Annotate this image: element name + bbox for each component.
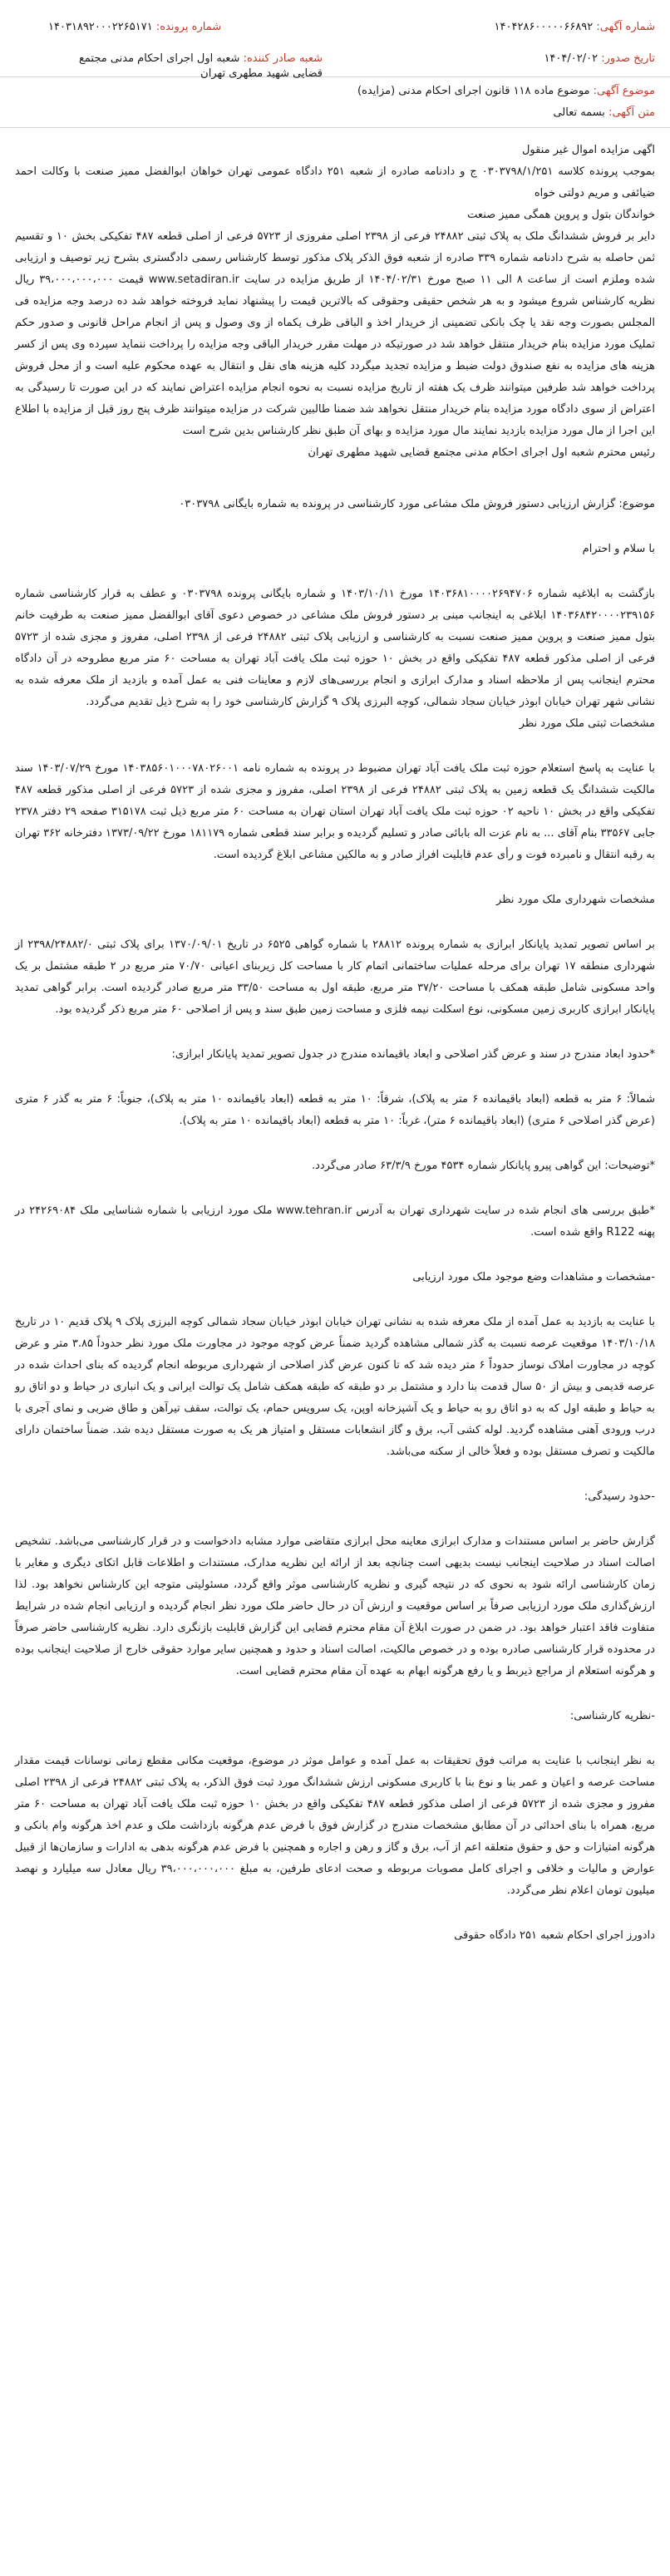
municipality-paragraph: بر اساس تصویر تمدید پایانکار ابرازی به شماره پرونده ۲۸۸۱۲ با شماره گواهی ۶۵۲۵ در تاریخ ۱۳۷۰/۰۹/۰۱ برای پلاک ثبتی ۲۳۹۸/۲۴۸۸۲/۰ از شهرداری منطقه ۱۷ تهران برای مرحله عملیات ساختمانی اتمام کار با مساحت کل زیربنای اعیانی ۷۰/۷۰ متر مربع در ۲ طبقه مشتمل بر یک واحد مسکونی شامل طبقه همکف با مساحت ۳۷/۲۰ متر مربع، طبقه اول به مساحت ۳۳/۵۰ متر مربع صادر گردیده است. برابر گواهی تمدید پایانکار ابرازی کاربری زمین مسکونی، نوع اسکلت نیمه فلزی و مساحت زمین طبق سند و پس از اصلاحی ۶۰ متر مربع ذکر گردیده بود. bbox=[15, 938, 656, 1016]
scope-section-title: -حدود رسیدگی: bbox=[584, 1490, 655, 1503]
dimensions-note: *حدود ابعاد مندرج در سند و عرض گذر اصلاحی و ابعاد باقیمانده مندرج در جدول تصویر تمدید پایانکار ابرازی: bbox=[171, 1048, 655, 1061]
issuer-value: شعبه اول اجرای احکام مدنی مجتمع قضایی شهید مطهری تهران bbox=[78, 52, 323, 80]
ad-body bbox=[15, 128, 655, 1947]
issuer-row bbox=[48, 52, 323, 81]
addressee-paragraph: رئیس محترم شعبه اول اجرای احکام مدنی مجتمع قضایی شهید مطهری تهران bbox=[308, 446, 655, 459]
auction-title: اگهی مزایده اموال غیر منقول bbox=[521, 144, 655, 156]
ad-number-row bbox=[495, 20, 655, 35]
observations-paragraph: با عنایت به بازدید به عمل آمده از ملک معرفه شده به نشانی تهران خیابان ابوذر خیابان سجاد شمالی کوچه البرزی پلاک ۹ پلاک قدیم ۱۰ در تاریخ ۱۴۰۳/۱۰/۱۸ موقعیت عرصه نسبت به گذر شمالی مشاهده گردید ضمناً عرض کوچه موجود در مجاورت ملک مورد نظر حدوداً ۳.۸۵ متر و عرض کوچه در مجاورت املاک نوساز حدوداً ۶ متر دیده شد که تا کنون عرض گذر اصلاحی از شهرداری مربوطه انجام گردیده که بنای احداث شده در عرصه قدیمی و بیش از ۵۰ سال قدمت بنا دارد و مشتمل بر دو طبقه که طبقه همکف شامل یک توالت ایرانی و یک انباری در حیاط و دو اتاق رو به حیاط و طبقه اول که به دو اتاق رو به حیاط و یک آشپزخانه اوپن، یک سرویس حمام، یک توالت، سقف تیرآهن و طاق ضربی و نمای آجری با درب ورودی آهنی مشاهده گردید. لوله کشی آب، برق و گاز انشعابات مستقل و امتیاز هر یک به صورت مستقل دیده شد. ضمناً ساختمان دارای مالکیت و تصرف مستقل بوده و فعلاً خالی از سکنه می‌باشد. bbox=[15, 1316, 656, 1458]
ad-text-header bbox=[15, 104, 655, 127]
issue-date-value: ۱۴۰۴/۰۲/۰۲ bbox=[544, 52, 599, 65]
signature-line: دادورز اجرای احکام شعبه ۲۵۱ دادگاه حقوقی bbox=[454, 1929, 655, 1942]
ad-number-label: شماره آگهی: bbox=[596, 21, 655, 33]
case-number-value: ۱۴۰۳۱۸۹۲۰۰۰۲۲۶۵۱۷۱ bbox=[48, 21, 153, 33]
defendants-paragraph: خواندگان بتول و پروین همگی ممیز صنعت bbox=[467, 209, 655, 221]
report-intro-paragraph: بازگشت به ابلاغیه شماره ۱۴۰۳۶۸۱۰۰۰۰۲۶۹۴۷۰۶ مورخ ۱۴۰۳/۱۰/۱۱ و شماره بایگانی پرونده ۰۳۰۳۷۹۸ و عطف به قرار کارشناسی شماره ۱۴۰۳۶۸۴۲۰۰۰۰۲۳۹۱۵۶ ابلاغی به اینجانب مبنی بر دستور فروش ملک مشاعی در خصوص دعوی آقای ابوالفضل ممیز صنعت به طرفیت خانم بتول ممیز صنعت و پروین ممیز صنعت نسبت به کارشناسی و ارزیابی پلاک ثبتی ۲۴۸۸۲ فرعی از ۲۳۹۸ اصلی، مفروز و مجزی شده از ۵۷۲۳ فرعی از اصلی مذکور قطعه ۴۸۷ تفکیکی واقع در بخش ۱۰ حوزه ثبت ملک یافت آباد تهران به مساحت ۶۰ متر مربع مطروحه در آن دادگاه محترم اینجانب پس از ملاحظه اسناد و مدارک ابرازی و انجام بررسی‌های لازم و معاینات فنی به عمل آمده و بازدید از ملک معرفه شده به نشانی شهر تهران خیابان ابوذر خیابان سجاد شمالی، کوچه البرزی پلاک ۹ گزارش کارشناسی خود را به شرح ذیل تقدیم می‌گردد. bbox=[15, 588, 655, 708]
issuer-label: شعبه صادر کننده: bbox=[243, 52, 323, 65]
case-number-label: شماره پرونده: bbox=[155, 21, 222, 33]
issue-date-row bbox=[544, 52, 655, 66]
case-paragraph: بموجب پرونده کلاسه ۰۳۰۳۷۹۸/۱/۲۵۱ ج و دادنامه صادره از شعبه ۲۵۱ دادگاه عمومی تهران خواهان ابوالفضل ممیز صنعت با وکالت احمد ضیائفی و مریم دولتی خواه bbox=[15, 165, 655, 199]
dimensions-paragraph: شمالاً: ۶ متر به قطعه (ابعاد باقیمانده ۶ متر به پلاک)، شرقاً: ۱۰ متر به قطعه (ابعاد باقیمانده ۱۰ متر به پلاک)، جنوباً: ۶ متر به گذر ۶ متری (عرض گذر اصلاحی ۶ متری) (ابعاد باقیمانده ۶ متر)، غرباً: ۱۰ متر به قطعه (ابعاد باقیمانده ۱۰ متر به پلاک). bbox=[15, 1093, 655, 1127]
ad-number-value: ۱۴۰۴۲۸۶۰۰۰۰۰۶۶۸۹۲ bbox=[494, 21, 594, 33]
issue-date-label: تاریخ صدور: bbox=[601, 52, 655, 65]
greeting: با سلام و احترام bbox=[582, 543, 655, 555]
ad-meta-header bbox=[15, 12, 655, 80]
auction-terms-paragraph: دایر بر فروش ششدانگ ملک به پلاک ثبتی ۲۴۸۸۲ فرعی از ۲۳۹۸ اصلی مفروزی از ۵۷۲۳ فرعی از اصلی قطعه ۴۸۷ تفکیکی بخش ۱۰ و تقسیم ثمن حاصله به شرح دادنامه شماره ۳۳۹ صادره از شعبه فوق الذکر پلاک مذکور توسط کارشناس رسمی دادگستری بشرح زیر توصیف و ارزیابی شده وملزم است از ساعت ۸ الی ۱۱ صبح مورخ ۱۴۰۴/۰۲/۳۱ از طریق مزایده در سایت www.setadiran.ir قیمت ۳۹،۰۰۰،۰۰۰،۰۰۰ ریال نظریه کارشناس شروع میشود و به هر شخص حقیقی وحقوقی که بالاترین قیمت را پیشنهاد نماید فروخته خواهد شد ده درصد وجه مزایده فی المجلس بصورت وجه نقد یا چک بانکی تضمینی از خریدار اخذ و الباقی ظرف یکماه از وی وصول و پس از انجام مراحل قانونی و صدور حکم تملیک مورد مزایده بنام خریدار منتقل خواهد شد در صورتیکه در مهلت مقرر خریدار الباقی وجه مزایده را پرداخت ننماید سپرده وی پس از کسر هزینه های مزایده به نفع صندوق دولت ضبط و مزایده تجدید میگردد کلیه هزینه های نقل و انتقال به عهده محکوم علیه است و از محل فروش پرداخت خواهد شد طرفین میتوانند ظرف یک هفته از تاریخ مزایده نسبت به نحوه انجام مزایده اعتراض نمایند که در این صورت تا رسیدگی به اعتراض از سوی دادگاه مورد مزایده بنام خریدار منتقل نخواهد شد ضمنا طالبین شرکت در مزایده میتوانند ظرف پنج روز قبل از مزایده با اطلاع این اجرا از مال مورد مزایده بازدید نمایند مال مورد مزایده و بهای آن طبق نظر کارشناس بدین شرح است bbox=[15, 230, 655, 437]
subject-label: موضوع آگهی: bbox=[593, 85, 655, 97]
text-label-value: بسمه تعالی bbox=[553, 106, 605, 119]
registry-section-title: مشخصات ثبتی ملک مورد نظر bbox=[519, 717, 655, 730]
opinion-section-title: -نظریه کارشناسی: bbox=[569, 1710, 655, 1722]
explanations-note: *توضیحات: این گواهی پیرو پایانکار شماره ۴۵۳۴ مورخ ۶۳/۳/۹ صادر می‌گردد. bbox=[311, 1160, 655, 1172]
observations-section-title: -مشخصات و مشاهدات وضع موجود ملک مورد ارزیابی bbox=[412, 1271, 655, 1283]
case-number-row bbox=[48, 20, 221, 35]
registry-paragraph: با عنایت به پاسخ استعلام حوزه ثبت ملک یافت آباد تهران مضبوط در پرونده به شماره نامه ۱۴۰۳۸۵۶۰۱۰۰۰۷۸۰۲۶۰۰۱ مورخ ۱۴۰۳/۰۷/۲۹ سند مالکیت ششدانگ یک قطعه زمین به پلاک ثبتی ۲۴۸۸۲ فرعی از ۲۳۹۸ اصلی، مفروز و مجزی شده از ۵۷۲۳ فرعی از اصلی مذکور قطعه ۴۸۷ تفکیکی واقع در بخش ۱۰ ناحیه ۰۲ حوزه ثبت ملک یافت آباد تهران استان تهران به مساحت ۶۰ متر مربع ذیل ثبت ۳۱۵۱۷۸ صفحه ۲۹ دفتر ۲۳۷۸ جابی ۳۳۵۶۷ بنام آقای ... به نام عزت اله بابائی صادر و تسلیم گردیده و برابر سند قطعی شماره ۱۸۱۱۷۹ مورخ ۱۳۷۳/۰۹/۲۲ دفترخانه ۳۶۲ تهران به رقبه انتقال و نامبرده فوت و رأی عدم قابلیت افراز صادر و به مالکین مشاعی ابلاغ گردیده است. bbox=[15, 762, 655, 861]
scope-paragraph: گزارش حاضر بر اساس مستندات و مدارک ابرازی معاینه محل ابرازی متقاضی موارد مشابه دادخواست و در قرار کارشناسی می‌باشد. تشخیص اصالت اسناد در صلاحیت اینجانب نیست بدیهی است چنانچه بعد از ارائه این نظریه مدارک، مستندات و اطلاعات قابل اتکای دیگری و مغایر با زمان کارشناسی ارائه شود به نحوی که در نتیجه گیری و نظریه کارشناسی موثر واقع گردد، مسئولیتی متوجه این کارشناس نخواهد بود. لذا ارزش‌گذاری ملک مورد ارزیابی صرفاً بر اساس موقعیت و ارزش آن در حال حاضر ملک مورد نظر انجام گردیده و ارزیابی انجام شده در شرایط متفاوت فاقد اعتبار خواهد بود. در ضمن در صورت ابلاغ آن مقام محترم قضایی این گزارش قابلیت بازنگری دارد. نظریه کارشناسی حاضر صرفاً در محدوده قرار کارشناسی صادره بوده و در خصوص مالکیت، اصالت اسناد و حدود و همچنین سایر موارد حقوقی خارج از صلاحیت اینجانب بوده و هرگونه استعلام از مراجع ذیربط و یا رفع هرگونه ابهام به عهده آن مقام محترم قضایی است. bbox=[15, 1535, 655, 1677]
website-note: *طبق بررسی های انجام شده در سایت شهرداری تهران به آدرس www.tehran.ir ملک مورد ارزیابی با شماره شناسایی ملک ۲۴۲۶۹۰۸۴ در پهنه R122 واقع شده است. bbox=[15, 1204, 656, 1239]
text-label: متن آگهی: bbox=[608, 106, 655, 119]
municipality-section-title: مشخصات شهرداری ملک مورد نظر bbox=[496, 894, 655, 906]
opinion-paragraph: به نظر اینجانب با عنایت به مراتب فوق تحقیقات به عمل آمده و عوامل موثر در موضوع، موقعیت مکانی مقطع زمانی نوسانات قیمت مقدار مساحت عرصه و اعیان و عمر بنا و نوع بنا با کاربری مسکونی ارزش ششدانگ مورد ثبت فوق الذکر، به پلاک ثبتی ۲۴۸۸۲ فرعی از ۲۳۹۸ اصلی مفروز و مجزی شده از ۵۷۲۳ فرعی از اصلی مذکور قطعه ۴۸۷ تفکیکی واقع در بخش ۱۰ حوزه ثبت ملک یافت آباد تهران به مساحت ۶۰ متر مربع، همراه با بنای احداثی در آن مطابق مشخصات مندرج در گزارش فوق با فرض عدم هرگونه بازداشت ملک و عدم اخذ هرگونه وام بانکی و هرگونه امتیازات و حق و حقوق متعلقه اعم از آب، برق و گاز و رهن و اجاره و همچنین با فرض عدم هرگونه بدهی به ادارات و سازمان‌ها از قبیل عوارض و مالیات و خلافی و اجرای کامل مصوبات مربوطه و صحت ادعای طرفین، به مبلغ ۳۹،۰۰۰،۰۰۰،۰۰۰ ریال معادل سه میلیارد و نهصد میلیون تومان اعلام نظر می‌گردد. bbox=[15, 1755, 656, 1897]
subject-value: موضوع ماده ۱۱۸ قانون اجرای احکام مدنی (مزایده) bbox=[357, 85, 590, 97]
report-subject: موضوع: گزارش ارزیابی دستور فروش ملک مشاعی مورد کارشناسی در پرونده به شماره بایگانی ۰۳۰۳۷۹۸ bbox=[179, 498, 655, 510]
